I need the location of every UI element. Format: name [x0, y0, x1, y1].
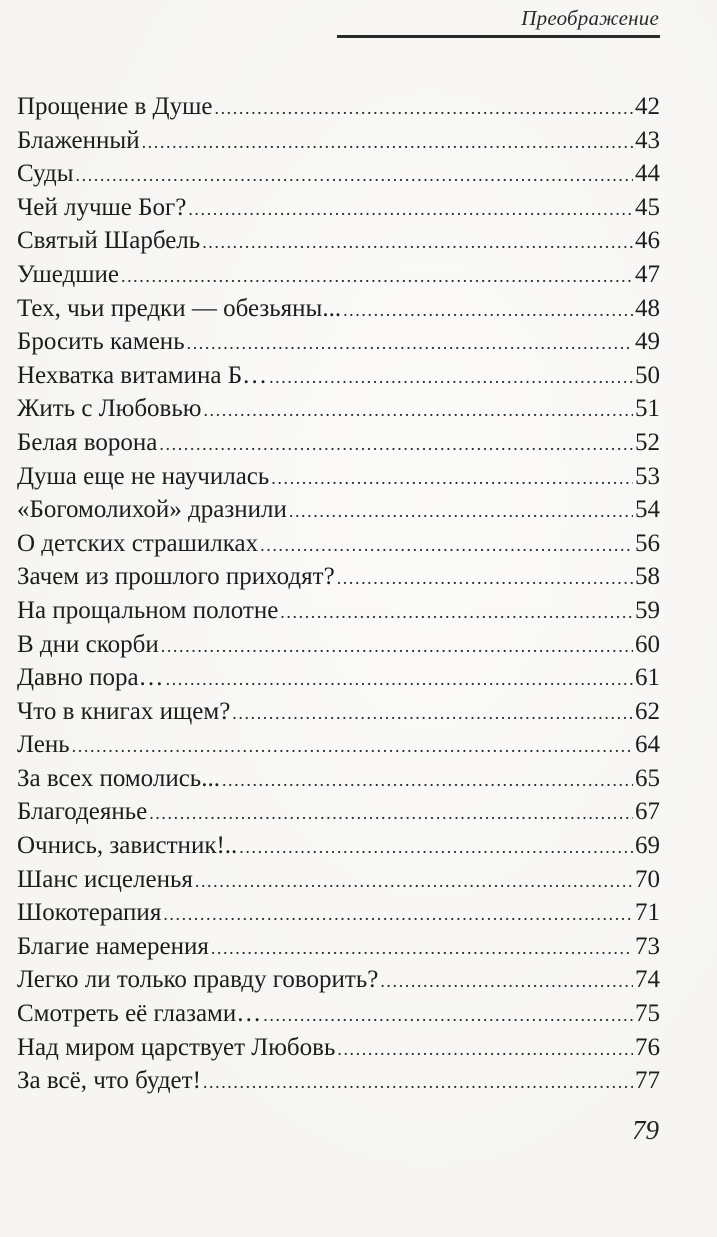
- toc-entry-page: 69: [635, 832, 660, 860]
- toc-entry-page: 45: [635, 193, 660, 221]
- toc-entry-page: 62: [635, 697, 660, 725]
- toc-dot-leader: [142, 126, 633, 160]
- toc-entry: [17, 728, 660, 762]
- toc-dot-leader: [343, 294, 633, 328]
- toc-entry: [17, 426, 660, 460]
- toc-entry-page: 74: [635, 966, 660, 994]
- toc-dot-leader: [121, 260, 633, 294]
- toc-dot-leader: [187, 327, 633, 361]
- toc-entry-title: Блаженный: [17, 126, 140, 154]
- toc-entry-title: Зачем из прошлого приходят?: [17, 563, 335, 591]
- toc-dot-leader: [222, 764, 633, 798]
- toc-dot-leader: [260, 529, 633, 563]
- toc-entry-title: Бросить камень: [17, 328, 185, 356]
- toc-entry-title: Святый Шарбель: [17, 227, 201, 255]
- toc-entry-page: 44: [635, 160, 660, 188]
- toc-entry-page: 70: [635, 865, 660, 893]
- toc-entry-title: Шанс исцеленья: [17, 865, 193, 893]
- toc-entry: [17, 997, 660, 1031]
- toc-dot-leader: [76, 159, 634, 193]
- toc-entry-page: 65: [635, 764, 660, 792]
- toc-entry-page: 77: [635, 1067, 660, 1095]
- toc-dot-leader: [211, 932, 633, 966]
- toc-entry: [17, 863, 660, 897]
- running-head: Преображение: [521, 6, 659, 30]
- toc-entry: [17, 90, 660, 124]
- toc-dot-leader: [195, 865, 633, 899]
- toc-entry: [17, 930, 660, 964]
- toc-entry: [17, 594, 660, 628]
- toc-entry-page: 46: [635, 227, 660, 255]
- toc-entry-title: Очнись, завистник!..: [17, 832, 238, 860]
- toc-entry-page: 71: [635, 899, 660, 927]
- toc-dot-leader: [159, 428, 633, 462]
- toc-entry-page: 53: [635, 462, 660, 490]
- toc-entry-title: Белая ворона: [17, 428, 158, 456]
- toc-entry-title: За всё, что будет!: [17, 1067, 201, 1095]
- toc-entry: [17, 628, 660, 662]
- toc-entry-page: 43: [635, 126, 660, 154]
- toc-entry: [17, 157, 660, 191]
- toc-dot-leader: [239, 831, 633, 865]
- toc-entry-title: Что в книгах ищем?: [17, 697, 231, 725]
- toc-entry: [17, 224, 660, 258]
- toc-entry-page: 61: [635, 664, 660, 692]
- toc-dot-leader: [380, 965, 633, 999]
- toc-entry: [17, 762, 660, 796]
- toc-entry-page: 56: [635, 529, 660, 557]
- toc-entry-page: 58: [635, 563, 660, 591]
- toc-dot-leader: [263, 999, 633, 1033]
- toc-entry-title: «Богомолихой» дразнили: [17, 496, 287, 524]
- toc-entry-page: 50: [635, 361, 660, 389]
- toc-entry-title: Благие намерения: [17, 932, 209, 960]
- toc-entry-title: Прощение в Душе: [17, 93, 213, 120]
- table-of-contents: [17, 90, 660, 1098]
- toc-dot-leader: [203, 1066, 633, 1100]
- toc-entry-page: 54: [635, 496, 660, 524]
- toc-dot-leader: [72, 730, 633, 764]
- toc-entry-title: На прощальном полотне: [17, 596, 279, 624]
- toc-entry-page: 73: [635, 932, 660, 960]
- toc-entry-title: Тех, чьи предки — обезьяны...: [17, 294, 342, 322]
- toc-dot-leader: [232, 697, 633, 731]
- toc-dot-leader: [166, 663, 633, 697]
- toc-entry-page: 60: [635, 630, 660, 658]
- toc-entry-title: Суды: [17, 160, 74, 188]
- toc-entry-page: 67: [635, 798, 660, 826]
- toc-entry: [17, 258, 660, 292]
- toc-entry: [17, 292, 660, 326]
- toc-entry-page: 48: [635, 294, 660, 322]
- toc-entry-page: 42: [635, 93, 660, 120]
- toc-dot-leader: [269, 361, 633, 395]
- toc-entry-page: 51: [635, 395, 660, 423]
- toc-entry: [17, 829, 660, 863]
- toc-dot-leader: [271, 462, 633, 496]
- header-rule: [337, 35, 660, 38]
- toc-dot-leader: [289, 495, 633, 529]
- toc-entry: [17, 963, 660, 997]
- toc-entry-title: О детских страшилках: [17, 529, 259, 557]
- toc-entry-title: Чей лучше Бог?: [17, 193, 187, 221]
- toc-dot-leader: [337, 1033, 633, 1067]
- toc-entry: [17, 325, 660, 359]
- toc-entry-title: Нехватка витамина Б…: [17, 361, 268, 389]
- toc-dot-leader: [188, 193, 633, 227]
- toc-entry-page: 64: [635, 731, 660, 759]
- toc-entry: [17, 460, 660, 494]
- toc-entry-title: Давно пора…: [17, 664, 164, 692]
- toc-dot-leader: [161, 630, 633, 664]
- toc-entry-title: За всех помолись...: [17, 764, 220, 792]
- toc-entry: [17, 896, 660, 930]
- toc-entry-title: Легко ли только правду говорить?: [17, 966, 379, 994]
- toc-entry-page: 76: [635, 1033, 660, 1061]
- toc-entry-page: 52: [635, 428, 660, 456]
- toc-entry: [17, 1064, 660, 1098]
- toc-entry-page: 75: [635, 1000, 660, 1028]
- toc-entry: [17, 124, 660, 158]
- toc-entry: [17, 493, 660, 527]
- toc-entry-title: Шокотерапия: [17, 899, 162, 927]
- toc-entry-title: Над миром царствует Любовь: [17, 1033, 336, 1061]
- toc-entry: [17, 1031, 660, 1065]
- toc-entry: [17, 661, 660, 695]
- toc-dot-leader: [163, 898, 633, 932]
- toc-entry-title: В дни скорби: [17, 630, 159, 658]
- toc-entry: [17, 392, 660, 426]
- page-number: 79: [632, 1115, 659, 1145]
- toc-entry: [17, 795, 660, 829]
- toc-entry-title: Ушедшие: [17, 260, 119, 288]
- toc-entry-title: Лень: [17, 731, 70, 759]
- toc-dot-leader: [214, 92, 633, 126]
- toc-entry-page: 47: [635, 260, 660, 288]
- toc-entry-title: Смотреть её глазами…: [17, 1000, 262, 1028]
- toc-dot-leader: [280, 596, 633, 630]
- toc-dot-leader: [203, 394, 633, 428]
- toc-entry: [17, 191, 660, 225]
- toc-entry: [17, 359, 660, 393]
- toc-entry: [17, 560, 660, 594]
- toc-entry-title: Душа еще не научилась: [17, 462, 270, 490]
- toc-dot-leader: [202, 226, 633, 260]
- toc-entry: [17, 695, 660, 729]
- toc-entry-title: Благодеянье: [17, 798, 148, 826]
- toc-dot-leader: [149, 797, 633, 831]
- toc-entry-title: Жить с Любовью: [17, 395, 202, 423]
- toc-entry-page: 49: [635, 328, 660, 356]
- toc-entry: [17, 527, 660, 561]
- toc-dot-leader: [337, 562, 633, 596]
- toc-entry-page: 59: [635, 596, 660, 624]
